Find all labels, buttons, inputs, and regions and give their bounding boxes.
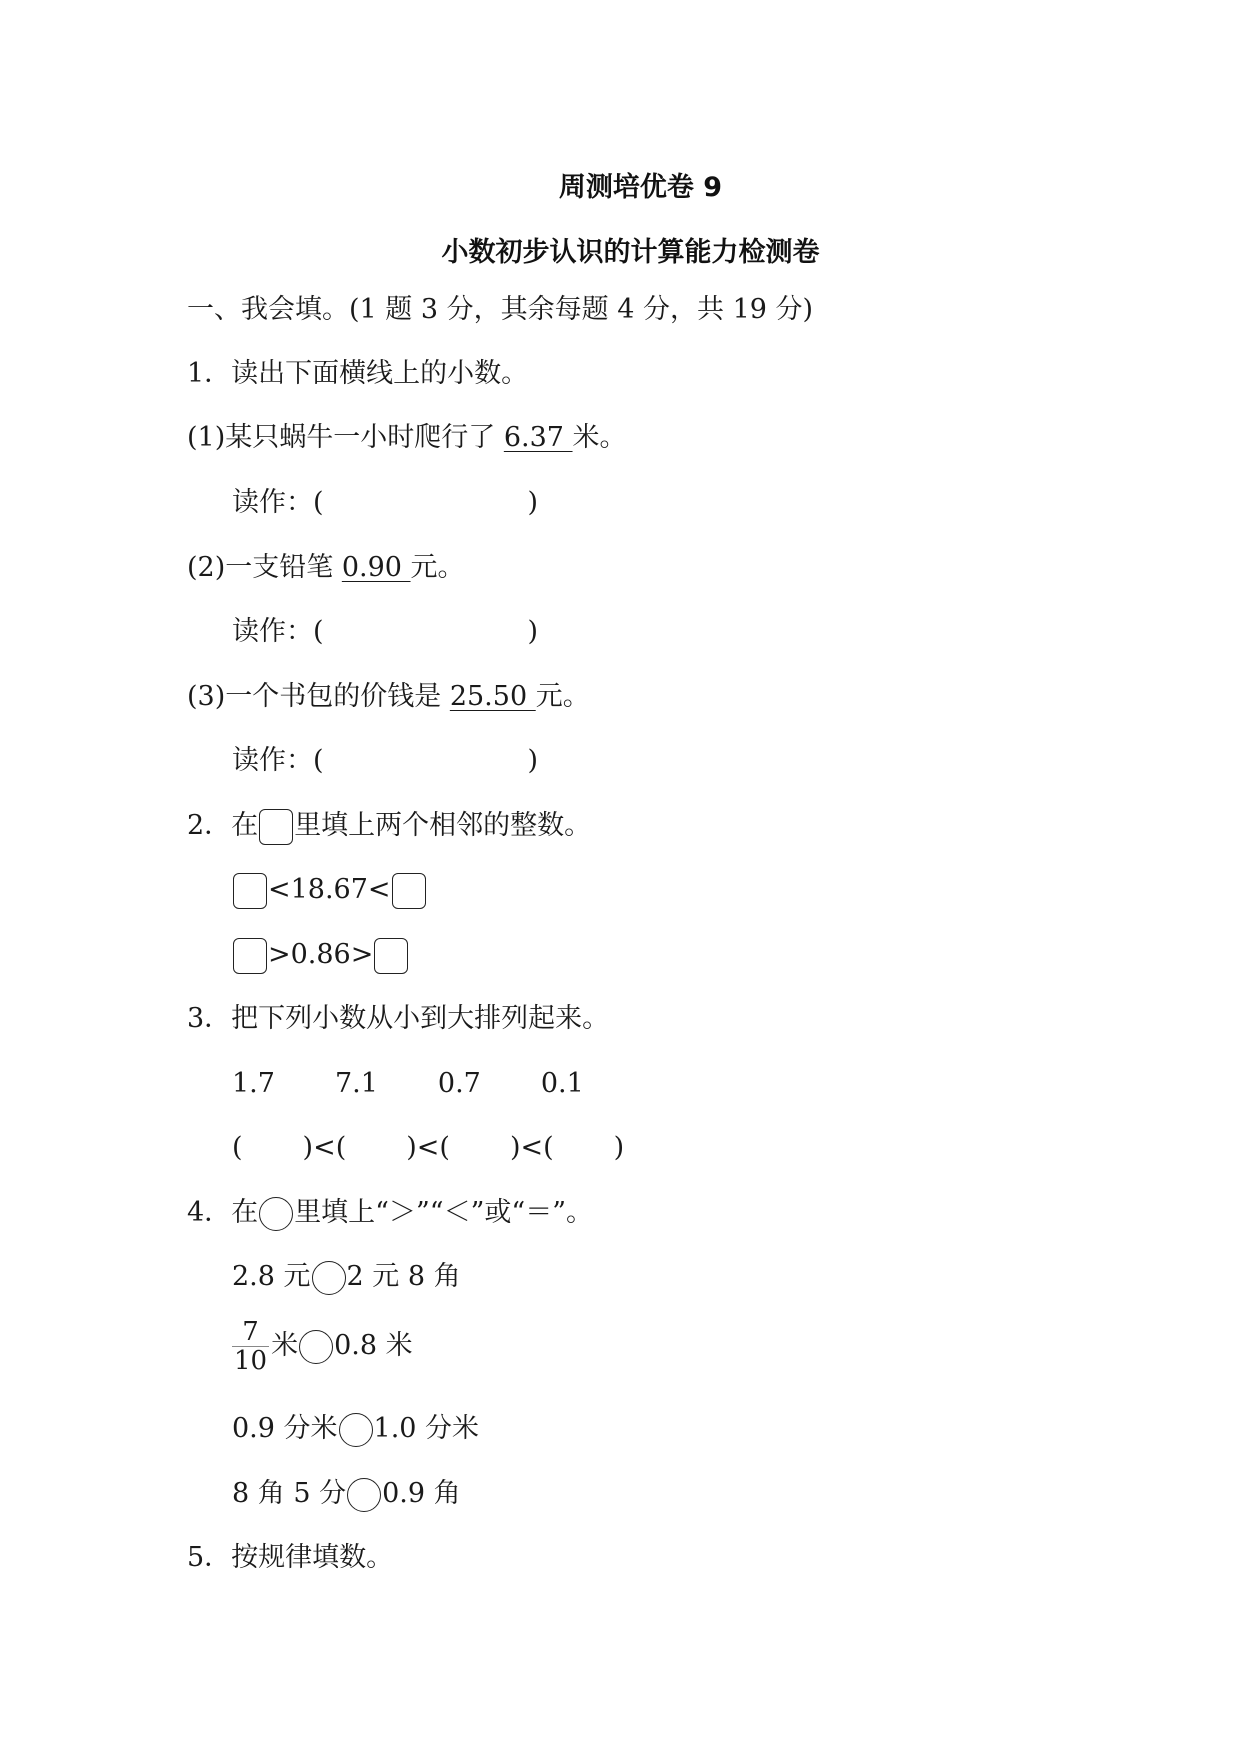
- q3-answer-row[interactable]: [232, 1130, 624, 1166]
- q3-number: 0.1: [540, 1068, 584, 1099]
- q4-stem-after: 里填上“＞”“＜”或“＝”。: [294, 1197, 594, 1228]
- answer-box[interactable]: [374, 938, 408, 974]
- q4-row-3: [232, 1411, 479, 1447]
- page-subtitle: 小数初步认识的计算能力检测卷: [441, 237, 820, 268]
- q4-row-3-left: 0.9 分米: [232, 1413, 338, 1444]
- answer-close: ): [527, 616, 539, 647]
- q1-answer-2[interactable]: [232, 614, 538, 650]
- q5-stem: 5．按规律填数。: [187, 1542, 394, 1573]
- answer-box[interactable]: [392, 873, 426, 909]
- q4-row-2: [232, 1318, 413, 1375]
- q3-number: 1.7: [232, 1068, 275, 1099]
- q4-row-4: [232, 1476, 461, 1512]
- q2-stem-before: 2．在: [187, 810, 259, 841]
- circle-icon: [259, 1197, 293, 1231]
- section-heading: 一、我会填。(1 题 3 分，其余每题 4 分，共 19 分): [187, 294, 814, 325]
- fraction-numerator: 7: [232, 1318, 269, 1347]
- q1-answer-3[interactable]: [232, 743, 538, 779]
- paren: ): [613, 1132, 625, 1163]
- q1-item-3-prefix: (3)一个书包的价钱是: [187, 681, 450, 712]
- q3-number: 7.1: [334, 1068, 378, 1099]
- q2-stem: [187, 808, 591, 845]
- q1-item-3-suffix: 元。: [535, 681, 590, 712]
- answer-close: ): [527, 745, 539, 776]
- q1-item-2-prefix: (2)一支铅笔: [187, 552, 342, 583]
- answer-circle[interactable]: [347, 1478, 381, 1512]
- answer-box[interactable]: [233, 938, 267, 974]
- q1-answer-1[interactable]: [232, 485, 538, 521]
- paren-lt: )<(: [302, 1132, 347, 1163]
- square-box-icon: [259, 809, 293, 845]
- paren-lt: )<(: [406, 1132, 450, 1163]
- answer-close: ): [527, 487, 539, 518]
- paren: (: [232, 1132, 243, 1163]
- q2-row-2: [232, 937, 409, 974]
- answer-label: 读作：(: [232, 616, 324, 647]
- answer-label: 读作：(: [232, 745, 324, 776]
- q4-row-3-right: 1.0 分米: [373, 1413, 480, 1444]
- q4-row-1: [232, 1259, 461, 1295]
- q4-stem-before: 4．在: [187, 1197, 259, 1228]
- q1-item-2: [187, 550, 465, 586]
- paren-lt: )<(: [509, 1132, 554, 1163]
- q4-row-1-right: 2 元 8 角: [346, 1261, 461, 1292]
- q2-row-1: [232, 872, 427, 909]
- q1-item-3: [187, 679, 590, 715]
- q1-item-1: [187, 420, 627, 456]
- q4-row-1-left: 2.8 元: [232, 1261, 311, 1292]
- q1-item-3-number: 25.50: [449, 681, 536, 712]
- q1-item-1-prefix: (1)某只蜗牛一小时爬行了: [187, 422, 504, 453]
- fraction-denominator: 10: [234, 1346, 268, 1376]
- q3-numbers: [232, 1066, 584, 1102]
- answer-circle[interactable]: [299, 1330, 333, 1364]
- answer-circle[interactable]: [312, 1261, 346, 1295]
- q4-row-4-left: 8 角 5 分: [232, 1478, 347, 1509]
- q4-row-2-right: 0.8 米: [334, 1330, 413, 1361]
- q4-stem: [187, 1195, 593, 1231]
- answer-label: 读作：(: [232, 487, 324, 518]
- answer-box[interactable]: [233, 873, 267, 909]
- q1-item-1-number: 6.37: [503, 422, 573, 453]
- q2-row-1-text: <18.67<: [268, 874, 391, 905]
- q2-stem-after: 里填上两个相邻的整数。: [294, 810, 592, 841]
- q1-item-1-suffix: 米。: [572, 422, 627, 453]
- page-title: 周测培优卷 9: [558, 172, 723, 203]
- answer-circle[interactable]: [339, 1413, 373, 1447]
- q3-stem: 3．把下列小数从小到大排列起来。: [187, 1003, 610, 1034]
- q4-row-4-right: 0.9 角: [382, 1478, 461, 1509]
- q1-stem: 1．读出下面横线上的小数。: [187, 358, 529, 389]
- q1-item-2-number: 0.90: [341, 552, 411, 583]
- q1-item-2-suffix: 元。: [410, 552, 465, 583]
- q4-row-2-unit: 米: [271, 1330, 299, 1361]
- q2-row-2-text: >0.86>: [268, 939, 374, 970]
- fraction: [232, 1318, 269, 1375]
- q3-number: 0.7: [437, 1068, 481, 1099]
